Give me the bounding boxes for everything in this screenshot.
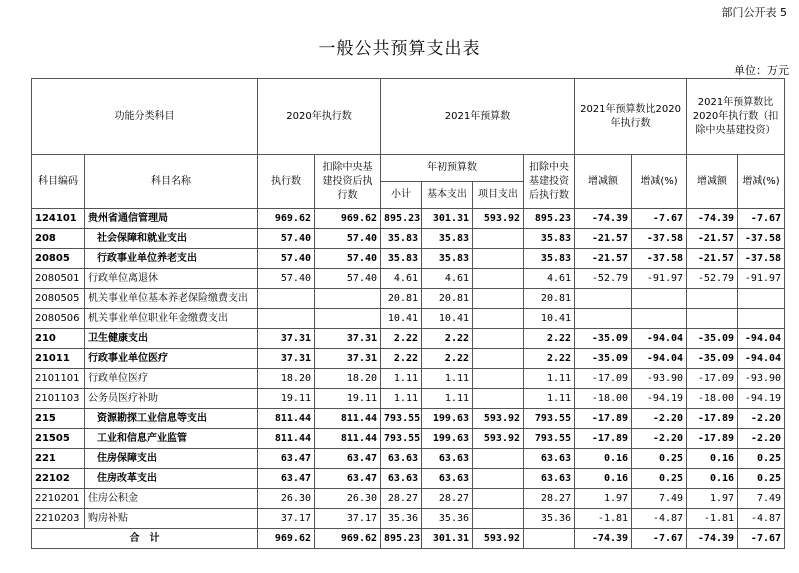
row-inc-pct [632, 289, 687, 309]
row-inc-pct: -91.97 [632, 269, 687, 289]
row-exec-excl: 26.30 [315, 489, 381, 509]
row-basic: 10.41 [422, 309, 473, 329]
row-inc-pct: -7.67 [632, 209, 687, 229]
row-inc-amt-2: -35.09 [687, 329, 738, 349]
row-project: 593.92 [473, 409, 524, 429]
total-exec: 969.62 [258, 529, 315, 549]
header-code: 科目编码 [32, 155, 85, 209]
row-budget-excl: 2.22 [524, 329, 575, 349]
row-project [473, 369, 524, 389]
row-basic: 199.63 [422, 429, 473, 449]
row-inc-amt-2: -21.57 [687, 249, 738, 269]
header-exec: 执行数 [258, 155, 315, 209]
row-code: 21011 [32, 349, 85, 369]
row-exec: 811.44 [258, 409, 315, 429]
row-inc-amt: -1.81 [575, 509, 632, 529]
row-name: 住房公积金 [85, 489, 258, 509]
row-inc-pct: -4.87 [632, 509, 687, 529]
row-budget-excl: 35.83 [524, 229, 575, 249]
row-budget-excl: 895.23 [524, 209, 575, 229]
budget-table [31, 78, 785, 549]
total-basic: 301.31 [422, 529, 473, 549]
row-exec: 26.30 [258, 489, 315, 509]
row-inc-pct: -93.90 [632, 369, 687, 389]
row-subtotal: 4.61 [381, 269, 422, 289]
header-name: 科目名称 [85, 155, 258, 209]
table-number-label: 部门公开表 5 [721, 6, 787, 19]
row-exec-excl: 37.31 [315, 349, 381, 369]
row-project [473, 389, 524, 409]
table-row [32, 289, 785, 309]
total-proj: 593.92 [473, 529, 524, 549]
row-budget-excl: 35.36 [524, 509, 575, 529]
row-basic: 2.22 [422, 329, 473, 349]
row-subtotal: 1.11 [381, 369, 422, 389]
row-project [473, 309, 524, 329]
total-label: 合 计 [32, 529, 258, 549]
row-project [473, 469, 524, 489]
row-subtotal: 35.36 [381, 509, 422, 529]
row-code: 2210201 [32, 489, 85, 509]
row-code: 210 [32, 329, 85, 349]
row-inc-pct-2 [738, 309, 785, 329]
row-inc-pct-2: 7.49 [738, 489, 785, 509]
table-row [32, 489, 785, 509]
total-p2: -7.67 [738, 529, 785, 549]
row-basic: 4.61 [422, 269, 473, 289]
row-inc-amt-2 [687, 309, 738, 329]
row-basic: 63.63 [422, 469, 473, 489]
row-exec: 811.44 [258, 429, 315, 449]
total-row [32, 529, 785, 549]
row-subtotal: 20.81 [381, 289, 422, 309]
row-inc-amt: -35.09 [575, 349, 632, 369]
table-row [32, 449, 785, 469]
row-inc-pct-2: -94.19 [738, 389, 785, 409]
row-inc-amt: -17.89 [575, 429, 632, 449]
row-code: 2101103 [32, 389, 85, 409]
row-name: 社会保障和就业支出 [85, 229, 258, 249]
row-inc-pct: -94.19 [632, 389, 687, 409]
row-project: 593.92 [473, 209, 524, 229]
row-inc-pct-2: -7.67 [738, 209, 785, 229]
row-exec-excl: 63.47 [315, 469, 381, 489]
row-project [473, 489, 524, 509]
row-name: 行政事业单位医疗 [85, 349, 258, 369]
row-exec: 57.40 [258, 229, 315, 249]
row-name: 工业和信息产业监管 [85, 429, 258, 449]
row-inc-amt: 0.16 [575, 449, 632, 469]
row-inc-pct-2: -93.90 [738, 369, 785, 389]
row-name: 资源勘探工业信息等支出 [85, 409, 258, 429]
row-code: 2210203 [32, 509, 85, 529]
table-row [32, 509, 785, 529]
row-exec: 63.47 [258, 449, 315, 469]
row-inc-amt: 1.97 [575, 489, 632, 509]
header-category: 功能分类科目 [32, 79, 258, 155]
row-inc-amt-2: -17.09 [687, 369, 738, 389]
row-name: 购房补贴 [85, 509, 258, 529]
row-code: 2080501 [32, 269, 85, 289]
unit-label: 单位：万元 [734, 64, 789, 77]
row-exec-excl: 57.40 [315, 249, 381, 269]
row-basic: 199.63 [422, 409, 473, 429]
row-code: 2101101 [32, 369, 85, 389]
row-name: 住房改革支出 [85, 469, 258, 489]
row-basic: 35.83 [422, 229, 473, 249]
row-code: 215 [32, 409, 85, 429]
row-inc-pct-2: -2.20 [738, 429, 785, 449]
row-inc-pct: -2.20 [632, 409, 687, 429]
row-code: 20805 [32, 249, 85, 269]
row-inc-amt-2: 1.97 [687, 489, 738, 509]
row-inc-amt: -35.09 [575, 329, 632, 349]
total-a2: -74.39 [687, 529, 738, 549]
row-exec: 18.20 [258, 369, 315, 389]
table-row [32, 229, 785, 249]
row-exec-excl: 19.11 [315, 389, 381, 409]
row-basic: 28.27 [422, 489, 473, 509]
row-inc-amt-2: -17.89 [687, 429, 738, 449]
row-code: 21505 [32, 429, 85, 449]
row-project [473, 329, 524, 349]
row-name: 卫生健康支出 [85, 329, 258, 349]
header-exec-2020: 2020年执行数 [258, 79, 381, 155]
row-exec: 37.31 [258, 329, 315, 349]
row-inc-pct-2: -4.87 [738, 509, 785, 529]
row-inc-amt-2: -18.00 [687, 389, 738, 409]
row-exec-excl [315, 289, 381, 309]
header-basic: 基本支出 [422, 182, 473, 209]
row-basic: 35.36 [422, 509, 473, 529]
row-subtotal: 2.22 [381, 329, 422, 349]
row-inc-pct: 7.49 [632, 489, 687, 509]
row-inc-amt-2: 0.16 [687, 449, 738, 469]
row-inc-amt-2: -35.09 [687, 349, 738, 369]
row-exec-excl [315, 309, 381, 329]
header-inc-amt-2: 增减额 [687, 155, 738, 209]
row-exec-excl: 63.47 [315, 449, 381, 469]
row-project [473, 349, 524, 369]
row-inc-amt-2: -17.89 [687, 409, 738, 429]
row-inc-pct-2: -37.58 [738, 249, 785, 269]
header-exec-excl: 扣除中央基建投资后执行数 [315, 155, 381, 209]
row-project: 593.92 [473, 429, 524, 449]
row-exec-excl: 18.20 [315, 369, 381, 389]
header-project: 项目支出 [473, 182, 524, 209]
row-inc-amt-2: -74.39 [687, 209, 738, 229]
row-inc-amt-2: 0.16 [687, 469, 738, 489]
row-subtotal: 793.55 [381, 429, 422, 449]
row-subtotal: 2.22 [381, 349, 422, 369]
row-inc-amt-2: -52.79 [687, 269, 738, 289]
table-row [32, 429, 785, 449]
row-basic: 1.11 [422, 389, 473, 409]
row-code: 22102 [32, 469, 85, 489]
row-inc-amt-2: -1.81 [687, 509, 738, 529]
row-exec: 37.31 [258, 349, 315, 369]
row-inc-amt [575, 289, 632, 309]
row-exec [258, 309, 315, 329]
table-row [32, 309, 785, 329]
row-budget-excl: 2.22 [524, 349, 575, 369]
row-inc-pct: -94.04 [632, 349, 687, 369]
row-exec: 57.40 [258, 269, 315, 289]
header-budget-excl: 扣除中央基建投资后执行数 [524, 155, 575, 209]
row-code: 124101 [32, 209, 85, 229]
row-name: 贵州省通信管理局 [85, 209, 258, 229]
row-project [473, 229, 524, 249]
row-basic: 63.63 [422, 449, 473, 469]
row-inc-pct: -94.04 [632, 329, 687, 349]
row-inc-amt: -74.39 [575, 209, 632, 229]
table-row [32, 469, 785, 489]
row-exec-excl: 37.31 [315, 329, 381, 349]
row-subtotal: 28.27 [381, 489, 422, 509]
table-row [32, 269, 785, 289]
header-subtotal: 小计 [381, 182, 422, 209]
row-budget-excl: 28.27 [524, 489, 575, 509]
table-row [32, 369, 785, 389]
row-code: 2080506 [32, 309, 85, 329]
row-project [473, 449, 524, 469]
row-subtotal: 35.83 [381, 229, 422, 249]
row-inc-amt: -18.00 [575, 389, 632, 409]
row-subtotal: 35.83 [381, 249, 422, 269]
page-title: 一般公共预算支出表 [318, 39, 481, 59]
row-exec-excl: 811.44 [315, 429, 381, 449]
row-name: 行政单位离退休 [85, 269, 258, 289]
row-name: 机关事业单位职业年金缴费支出 [85, 309, 258, 329]
row-code: 208 [32, 229, 85, 249]
row-code: 2080505 [32, 289, 85, 309]
row-name: 公务员医疗补助 [85, 389, 258, 409]
table-row [32, 249, 785, 269]
row-budget-excl: 63.63 [524, 449, 575, 469]
row-project [473, 509, 524, 529]
row-name: 行政事业单位养老支出 [85, 249, 258, 269]
total-exec_excl: 969.62 [315, 529, 381, 549]
row-project [473, 269, 524, 289]
row-exec-excl: 37.17 [315, 509, 381, 529]
row-basic: 2.22 [422, 349, 473, 369]
row-budget-excl: 20.81 [524, 289, 575, 309]
row-project [473, 289, 524, 309]
row-budget-excl: 63.63 [524, 469, 575, 489]
row-basic: 1.11 [422, 369, 473, 389]
header-initial-budget: 年初预算数 [381, 155, 524, 182]
row-inc-amt: -21.57 [575, 249, 632, 269]
row-budget-excl: 4.61 [524, 269, 575, 289]
row-subtotal: 63.63 [381, 469, 422, 489]
table-row [32, 209, 785, 229]
row-name: 住房保障支出 [85, 449, 258, 469]
row-inc-pct-2: 0.25 [738, 449, 785, 469]
row-inc-pct [632, 309, 687, 329]
row-budget-excl: 793.55 [524, 409, 575, 429]
row-inc-pct-2: -94.04 [738, 349, 785, 369]
total-sub: 895.23 [381, 529, 422, 549]
row-exec: 63.47 [258, 469, 315, 489]
row-inc-pct: 0.25 [632, 449, 687, 469]
header-budget-2021: 2021年预算数 [381, 79, 575, 155]
table-row [32, 349, 785, 369]
row-basic: 35.83 [422, 249, 473, 269]
row-inc-pct-2 [738, 289, 785, 309]
row-inc-pct-2: -37.58 [738, 229, 785, 249]
row-basic: 301.31 [422, 209, 473, 229]
table-row [32, 329, 785, 349]
row-exec: 19.11 [258, 389, 315, 409]
row-project [473, 249, 524, 269]
row-inc-amt-2 [687, 289, 738, 309]
row-exec: 37.17 [258, 509, 315, 529]
row-exec-excl: 57.40 [315, 269, 381, 289]
total-p1: -7.67 [632, 529, 687, 549]
row-inc-pct-2: -2.20 [738, 409, 785, 429]
header-inc-pct: 增减(%) [632, 155, 687, 209]
row-inc-amt: -21.57 [575, 229, 632, 249]
header-compare-excl: 2021年预算数比2020年执行数（扣除中央基建投资） [687, 79, 785, 155]
row-exec-excl: 57.40 [315, 229, 381, 249]
row-exec: 969.62 [258, 209, 315, 229]
row-budget-excl: 10.41 [524, 309, 575, 329]
row-inc-amt [575, 309, 632, 329]
table-row [32, 409, 785, 429]
row-subtotal: 63.63 [381, 449, 422, 469]
row-inc-amt-2: -21.57 [687, 229, 738, 249]
header-inc-pct-2: 增减(%) [738, 155, 785, 209]
row-inc-pct: -37.58 [632, 249, 687, 269]
row-inc-pct: -37.58 [632, 229, 687, 249]
row-subtotal: 895.23 [381, 209, 422, 229]
row-subtotal: 10.41 [381, 309, 422, 329]
header-inc-amt: 增减额 [575, 155, 632, 209]
row-exec-excl: 969.62 [315, 209, 381, 229]
row-inc-pct-2: -94.04 [738, 329, 785, 349]
total-bex [524, 529, 575, 549]
row-budget-excl: 1.11 [524, 369, 575, 389]
row-inc-pct: -2.20 [632, 429, 687, 449]
row-code: 221 [32, 449, 85, 469]
row-basic: 20.81 [422, 289, 473, 309]
row-budget-excl: 35.83 [524, 249, 575, 269]
table-row [32, 389, 785, 409]
row-inc-amt: -17.09 [575, 369, 632, 389]
row-inc-pct-2: 0.25 [738, 469, 785, 489]
row-name: 行政单位医疗 [85, 369, 258, 389]
row-budget-excl: 793.55 [524, 429, 575, 449]
header-compare-exec: 2021年预算数比2020年执行数 [575, 79, 687, 155]
row-subtotal: 793.55 [381, 409, 422, 429]
row-exec [258, 289, 315, 309]
row-name: 机关事业单位基本养老保险缴费支出 [85, 289, 258, 309]
row-exec: 57.40 [258, 249, 315, 269]
row-inc-pct-2: -91.97 [738, 269, 785, 289]
row-inc-amt: -17.89 [575, 409, 632, 429]
row-inc-amt: -52.79 [575, 269, 632, 289]
row-inc-pct: 0.25 [632, 469, 687, 489]
row-exec-excl: 811.44 [315, 409, 381, 429]
row-subtotal: 1.11 [381, 389, 422, 409]
row-inc-amt: 0.16 [575, 469, 632, 489]
row-budget-excl: 1.11 [524, 389, 575, 409]
total-a1: -74.39 [575, 529, 632, 549]
